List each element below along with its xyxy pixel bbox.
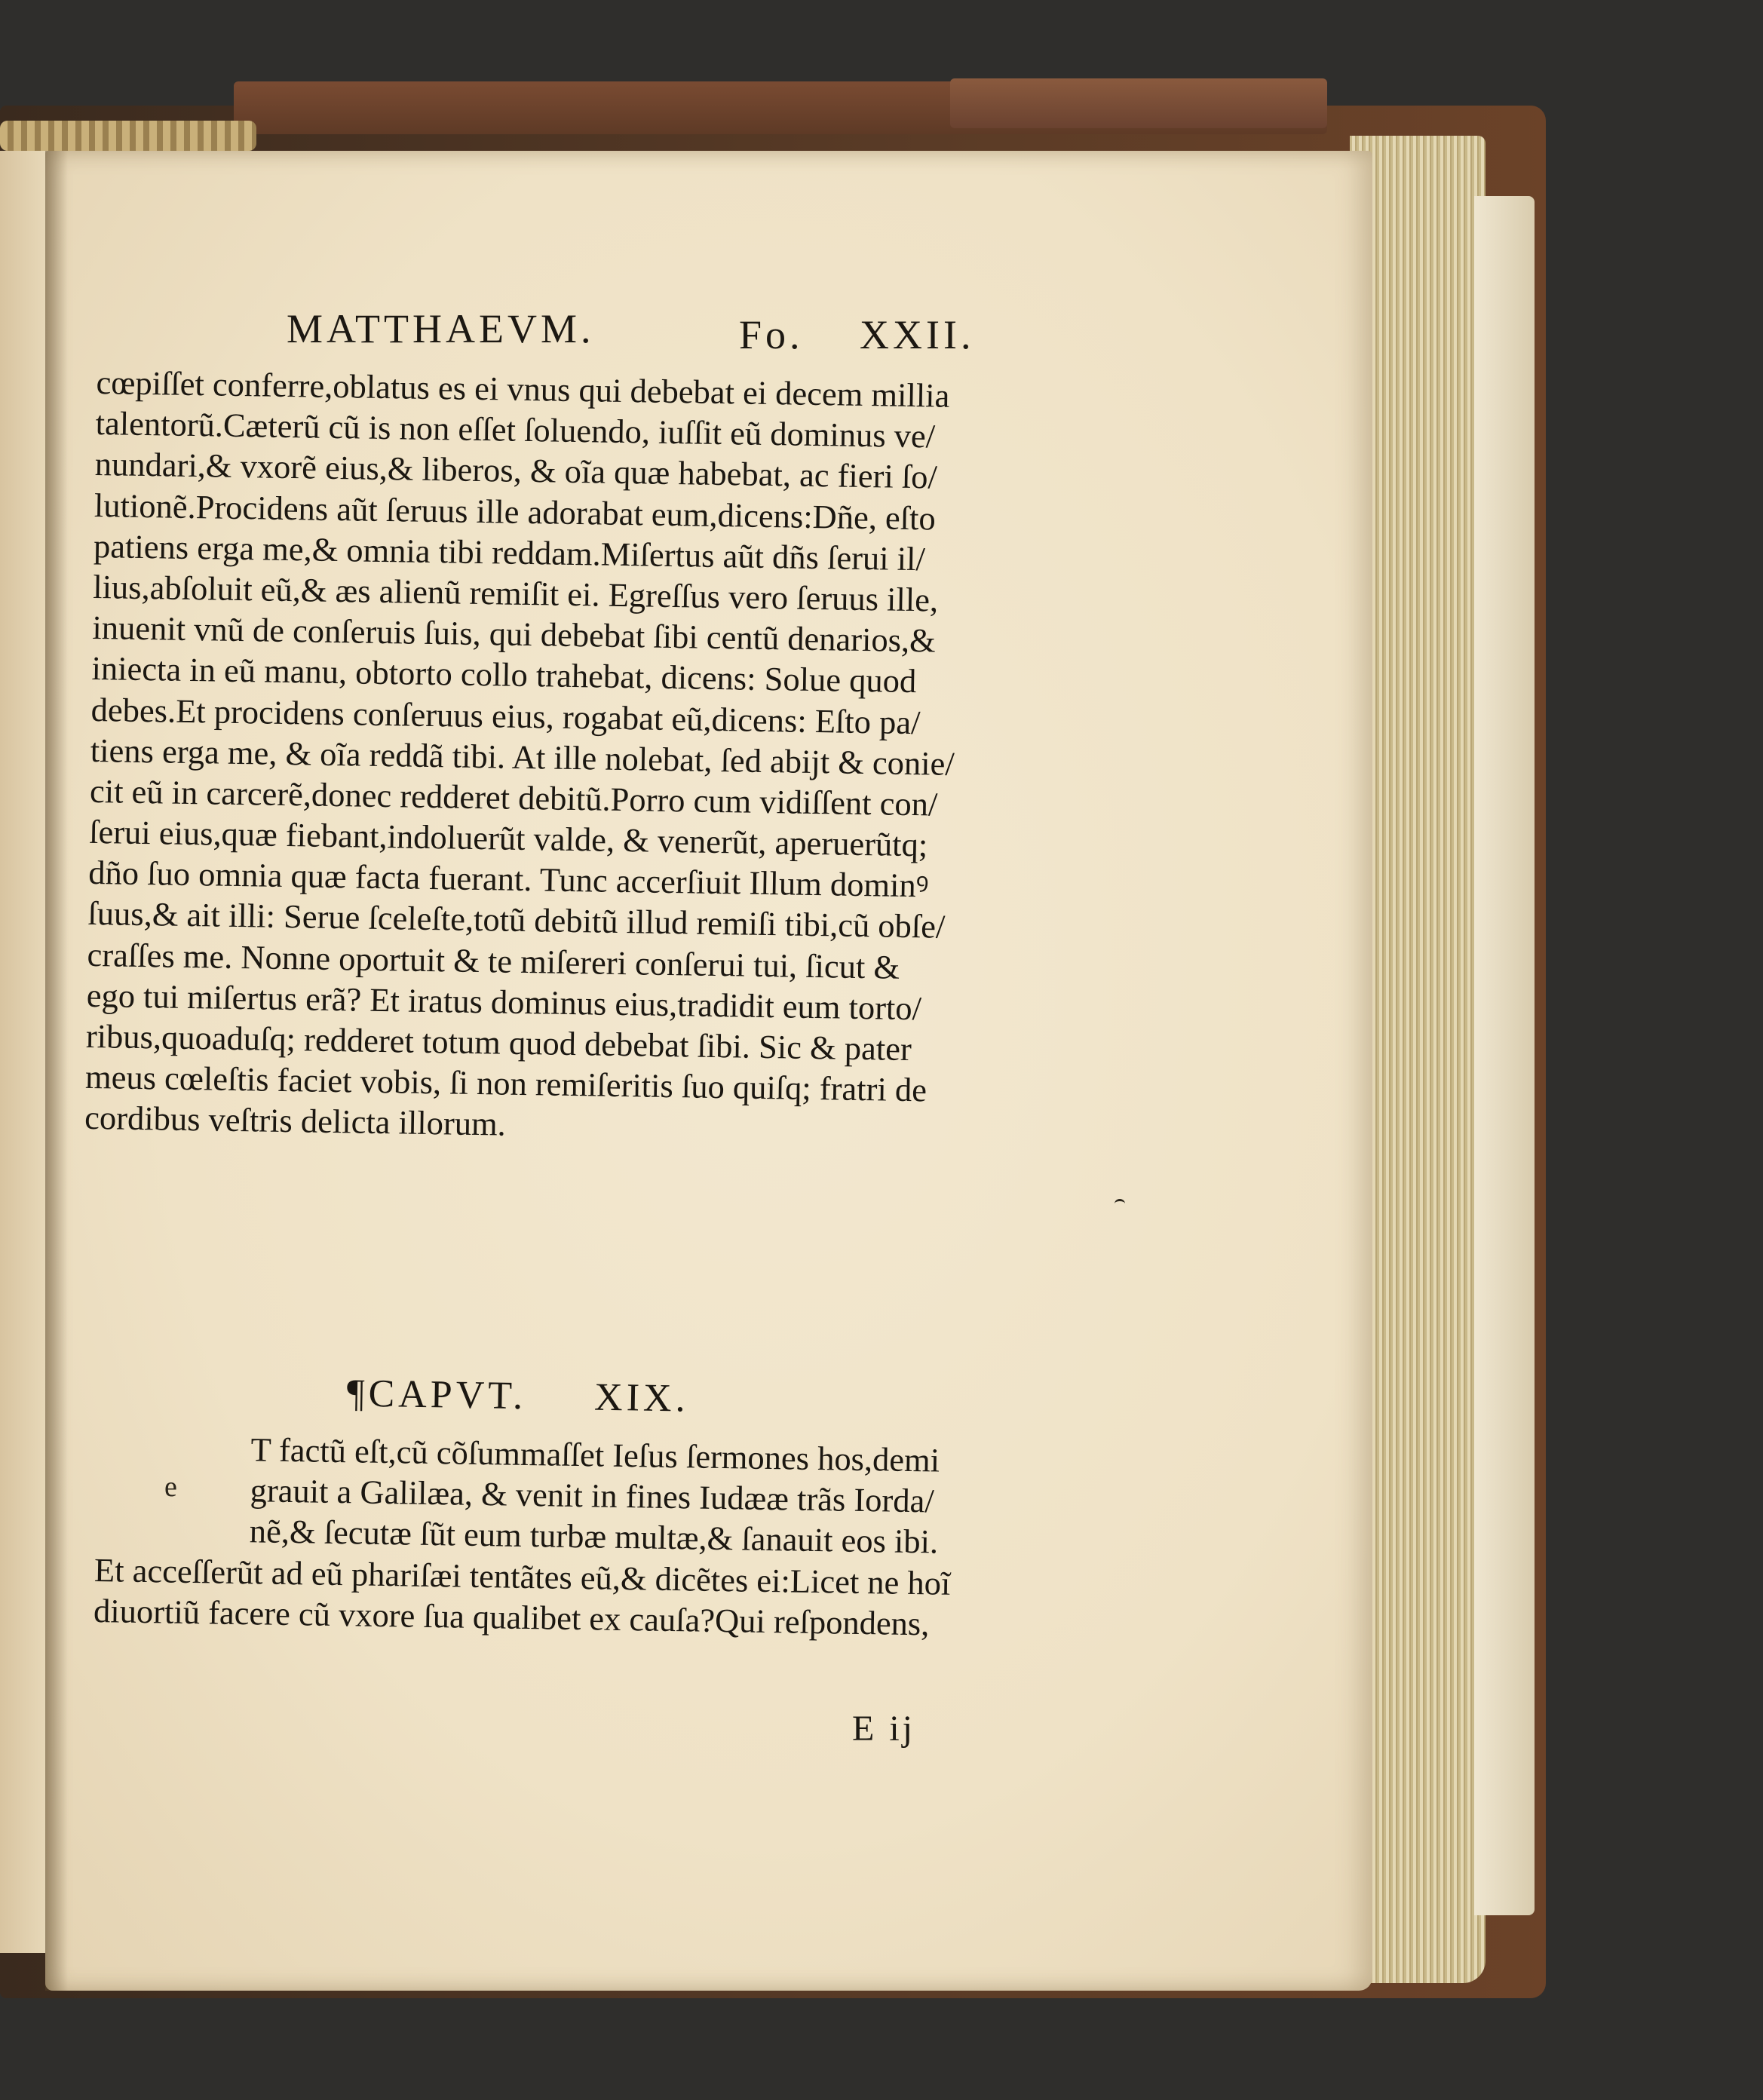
text-line: meus cœleſtis faciet vobis, ſi non remiſeritis ſuo quiſq; fratri de (84, 1058, 927, 1109)
text-line: talentorũ.Cæterũ cũ is non eſſet ſoluendo, iuſſit eũ dominus ve/ (95, 404, 936, 455)
text-line: iniecta in eũ manu, obtorto collo trahebat, dicens: Solue quod (91, 649, 917, 701)
text-line: ſerui eius,quæ fiebant,indoluerũt valde, & venerũt, aperuerũtq; (88, 812, 928, 864)
text-line: ſuus,& ait illi: Serue ſceleſte,totũ debitũ illud remiſi tibi,cũ obſe/ (87, 894, 946, 946)
text-line: cordibus veſtris delicta illorum. (84, 1099, 507, 1144)
text-line: tiens erga me, & oĩa reddã tibi. At ille nolebat, ſed abijt & conie/ (90, 731, 955, 783)
chapter-heading (347, 1371, 689, 1421)
text-line: lius,abſoluit eũ,& æs alienũ remiſit ei. Egreſſus vero ſeruus ille, (92, 567, 939, 619)
paper-blemish (1115, 1199, 1125, 1209)
text-line: cœpiſſet conferre,oblatus es ei vnus qui debebat ei decem millia (96, 363, 950, 415)
text-line: grauit a Galilæa, & venit in fines Iudææ trãs Iorda/ (250, 1471, 935, 1520)
text-line: patiens erga me,& omnia tibi reddam.Miſertus aũt dñs ſerui il/ (93, 526, 926, 578)
text-line: dño ſuo omnia quæ facta fuerant. Tunc accerſiuit Illum dominꝰ (87, 854, 930, 905)
folio-number: XXII. (860, 312, 975, 357)
page-gutter-shadow (45, 151, 68, 1991)
text-line: T factũ eſt,cũ cõſummaſſet Ieſus ſermones hos,demi (250, 1430, 940, 1479)
text-line: inuenit vnũ de conſeruis ſuis, qui debebat ſibi centũ denarios,& (92, 609, 937, 660)
text-line: Et acceſſerũt ad eũ phariſæi tentãtes eũ,& dicẽtes ei:Licet ne hoĩ (94, 1550, 951, 1602)
chapter-text-block (94, 1427, 1069, 1646)
running-head (287, 305, 1010, 358)
text-line: cit eũ in carcerẽ,donec redderet debitũ.Porro cum vidiſſent con/ (89, 771, 938, 823)
headband (0, 121, 256, 151)
signature-mark: E ij (852, 1709, 915, 1749)
text-line: nundari,& vxorẽ eius,& liberos, & oĩa quæ habebat, ac fieri ſo/ (94, 445, 938, 496)
text-line: debes.Et procidens conſeruus eius, rogabat eũ,dicens: Eſto pa/ (90, 690, 921, 741)
text-line: ribus,quoaduſq; redderet totum quod debebat ſibi. Sic & pater (85, 1016, 912, 1068)
text-line: craſſes me. Nonne oportuit & te miſereri conſerui tui, ſicut & (87, 935, 900, 986)
chapter-heading-word: ¶CAPVT. (346, 1372, 527, 1418)
folio-label: Fo. (739, 312, 804, 357)
text-line: ego tui miſertus erã? Et iratus dominus eius,tradidit eum torto/ (86, 976, 922, 1028)
text-line: lutionẽ.Procidens aũt ſeruus ille adorabat eum,dicens:Dñe, eſto (94, 486, 937, 538)
chapter-heading-number: XIX. (593, 1375, 690, 1421)
text-line: nẽ,& ſecutæ ſũt eum turbæ multæ,& ſanauit eos ibi. (249, 1512, 939, 1561)
margin-letter: e (164, 1471, 177, 1503)
book-spine-label (950, 78, 1327, 128)
loose-leaf-edge (1474, 196, 1535, 1915)
text-line: diuortiũ facere cũ vxore ſua qualibet ex cauſa?Qui reſpondens, (93, 1591, 930, 1643)
main-text-block (84, 362, 1069, 1154)
running-head-title: MATTHAEVM. (287, 306, 595, 351)
